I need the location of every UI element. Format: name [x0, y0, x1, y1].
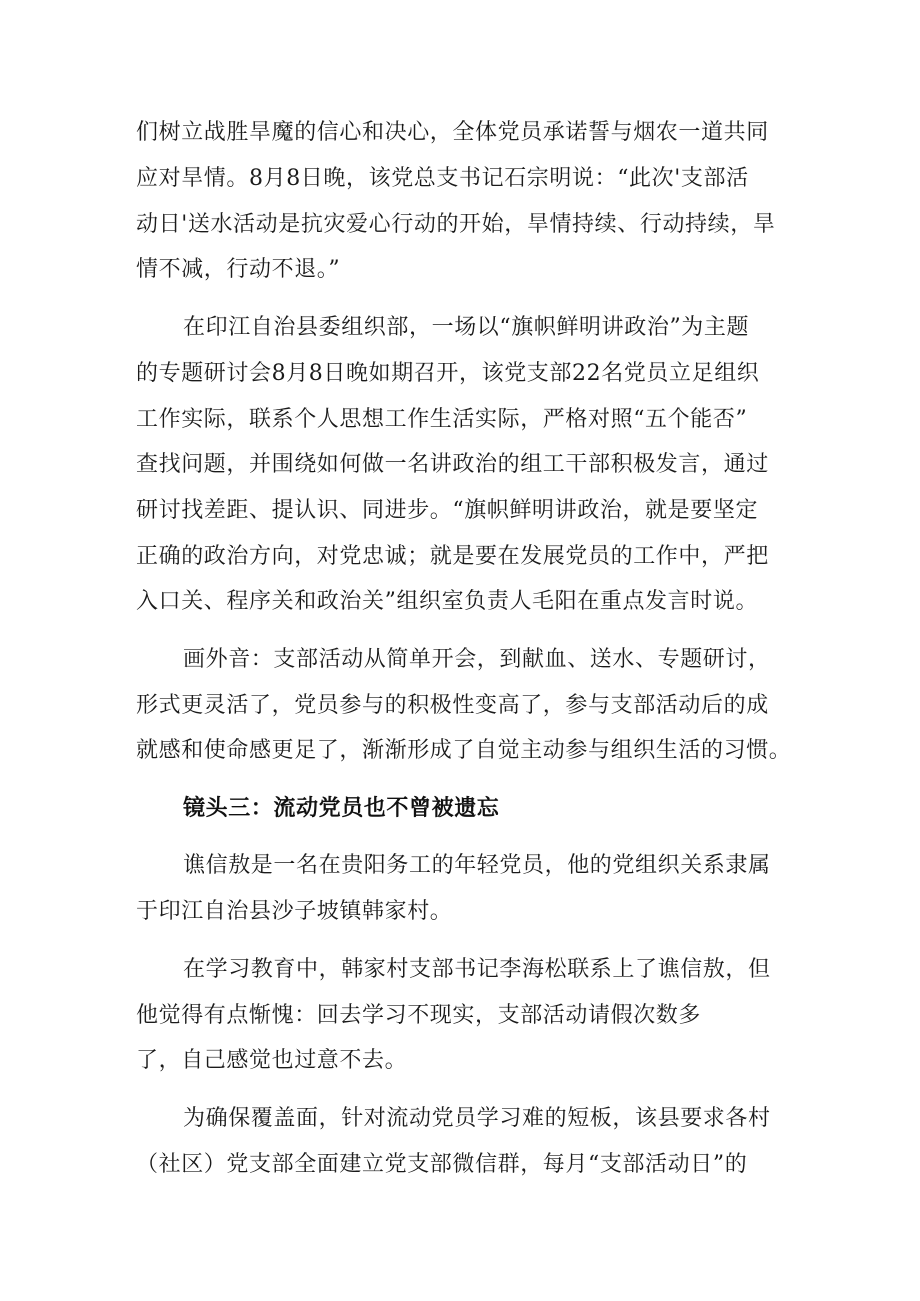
text-line: 工作实际，联系个人思想工作生活实际，严格对照“五个能否”: [136, 407, 748, 432]
text-line: 动日'送水活动是抗灾爱心行动的开始，旱情持续、行动持续，旱: [136, 212, 776, 237]
text-line: 研讨找差距、提认识、同进步。“旗帜鲜明讲政治，就是要坚定: [136, 498, 759, 523]
text-line: 就感和使命感更足了，渐渐形成了自觉主动参与组织生活的习惯。: [136, 738, 792, 763]
text-line: 入口关、程序关和政治关”组织室负责人毛阳在重点发言时说。: [136, 589, 759, 614]
text-line: 在学习教育中，韩家村支部书记李海松联系上了谯信敖，但: [183, 957, 771, 982]
text-line: 正确的政治方向，对党忠诚；就是要在发展党员的工作中，严把: [136, 544, 769, 569]
text-line: 画外音：支部活动从简单开会，到献血、送水、专题研讨，: [183, 647, 771, 672]
text-line: 应对旱情。8月8日晚，该党总支书记石宗明说：“此次'支部活: [136, 166, 749, 191]
text-line: 形式更灵活了，党员参与的积极性变高了，参与支部活动后的成: [136, 693, 769, 718]
text-line: 谯信敖是一名在贵阳务工的年轻党员，他的党组织关系隶属: [183, 853, 771, 878]
text-line: 了，自己感觉也过意不去。: [136, 1048, 408, 1073]
text-line: （社区）党支部全面建立党支部微信群，每月“支部活动日”的: [136, 1152, 748, 1177]
section-heading: 镜头三：流动党员也不曾被遗忘: [183, 796, 500, 821]
text-line: 们树立战胜旱魔的信心和决心，全体党员承诺誓与烟农一道共同: [136, 120, 769, 145]
text-line: 在印江自治县委组织部，一场以“旗帜鲜明讲政治”为主题: [183, 315, 750, 340]
text-line: 他觉得有点惭愧：回去学习不现实，支部活动请假次数多: [136, 1003, 702, 1028]
text-line: 于印江自治县沙子坡镇韩家村。: [136, 899, 453, 924]
text-line: 查找问题，并围绕如何做一名讲政治的组工干部积极发言，通过: [136, 452, 769, 477]
text-line: 的专题研讨会8月8日晚如期召开，该党支部22名党员立足组织: [136, 361, 760, 386]
text-line: 为确保覆盖面，针对流动党员学习难的短板，该县要求各村: [183, 1106, 771, 1131]
text-line: 情不减，行动不退。”: [136, 257, 341, 282]
